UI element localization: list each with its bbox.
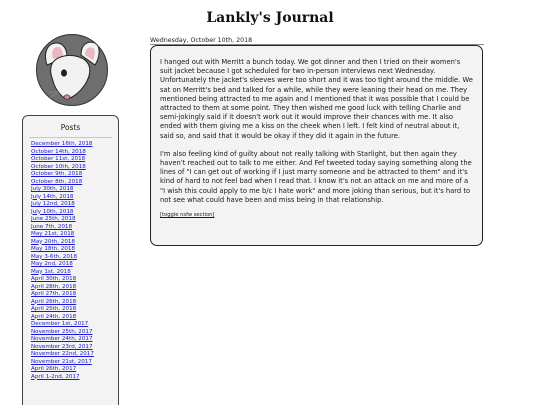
post-link[interactable]: October 9th, 2018 bbox=[31, 171, 83, 177]
site-title: Lankly's Journal bbox=[206, 10, 334, 26]
post-link[interactable]: July 12nd, 2018 bbox=[31, 201, 75, 207]
list-item bbox=[31, 261, 118, 269]
post-link[interactable]: July 14th, 2018 bbox=[31, 193, 74, 200]
post-link[interactable]: November 24th, 2017 bbox=[31, 336, 93, 342]
list-item bbox=[31, 299, 118, 307]
post-link[interactable]: October 10th, 2018 bbox=[31, 163, 86, 170]
list-item bbox=[31, 209, 118, 217]
toggle-nsfw-link[interactable]: [toggle nsfw section] bbox=[160, 212, 215, 219]
list-item bbox=[31, 239, 118, 247]
post-link[interactable]: May 20th, 2018 bbox=[31, 238, 75, 245]
list-item bbox=[31, 306, 118, 314]
post-link[interactable]: April 26th, 2018 bbox=[31, 298, 77, 305]
list-item bbox=[31, 201, 118, 209]
list-item bbox=[31, 269, 118, 277]
list-item bbox=[31, 314, 118, 322]
post-link[interactable]: November 25th, 2017 bbox=[31, 328, 93, 335]
post-link[interactable]: November 21st, 2017 bbox=[31, 358, 92, 365]
post-link[interactable]: October 14th, 2018 bbox=[31, 148, 86, 155]
list-item bbox=[31, 156, 118, 164]
list-item bbox=[31, 374, 118, 382]
list-item bbox=[31, 246, 118, 254]
posts-divider bbox=[29, 137, 112, 138]
list-item bbox=[31, 224, 118, 232]
post-link[interactable]: April 25th, 2018 bbox=[31, 306, 77, 312]
list-item bbox=[31, 321, 118, 329]
list-item bbox=[31, 359, 118, 367]
post-link[interactable]: October 8th, 2018 bbox=[31, 178, 83, 185]
post-link[interactable]: November 22nd, 2017 bbox=[31, 351, 94, 357]
post-link[interactable]: April 26th, 2017 bbox=[31, 366, 77, 372]
post-link[interactable]: April 30th, 2018 bbox=[31, 276, 77, 282]
post-link[interactable]: July 30th, 2018 bbox=[31, 186, 74, 192]
list-item bbox=[31, 179, 118, 187]
post-link[interactable]: October 11st, 2018 bbox=[31, 156, 86, 162]
post-link[interactable]: April 1-2nd, 2017 bbox=[31, 373, 80, 380]
list-item bbox=[31, 141, 118, 149]
list-item bbox=[31, 284, 118, 292]
list-item bbox=[31, 276, 118, 284]
list-item bbox=[31, 171, 118, 179]
post-link[interactable]: May 21st, 2018 bbox=[31, 231, 75, 237]
post-link[interactable]: December 16th, 2018 bbox=[31, 141, 93, 147]
list-item bbox=[31, 366, 118, 374]
post-link[interactable]: June 7th, 2018 bbox=[31, 223, 73, 230]
list-item bbox=[31, 216, 118, 224]
post-date: Wednesday, October 10th, 2018 bbox=[150, 37, 253, 44]
post-link[interactable]: April 27th, 2018 bbox=[31, 291, 77, 297]
post-link[interactable]: May 3-6th, 2018 bbox=[31, 253, 78, 260]
list-item bbox=[31, 351, 118, 359]
post-link[interactable]: November 23rd, 2017 bbox=[31, 343, 93, 350]
post-link[interactable]: May 18th, 2018 bbox=[31, 246, 75, 252]
post-link[interactable]: December 1st, 2017 bbox=[31, 321, 89, 327]
posts-sidebar bbox=[22, 115, 119, 405]
post-link[interactable]: May 2nd, 2018 bbox=[31, 261, 73, 267]
post-link[interactable]: May 1st, 2018 bbox=[31, 268, 71, 275]
journal-entry bbox=[150, 45, 483, 246]
post-link[interactable]: April 28th, 2018 bbox=[31, 283, 77, 290]
post-link[interactable]: July 10th, 2018 bbox=[31, 208, 74, 215]
entry-paragraph: I hanged out with Merritt a bunch today. We got dinner and then I tried on their women's suit jacket because I got scheduled for two in-person interviews next Wednesday. Unfortunately the jacket's sleeves were too short and it was too tight around the middle. We sat on Merritt's bed and talked for a while, while they were leaning their head on me. They mentioned being attracted to me again and I mentioned that it was possible that I could be attracted to them at some point. They then wished me good luck with telling Charlie and semi-jokingly said if it doesn't work out it would improve their chances with me. It also ended with them giving me a kiss on the cheek when I left. I felt kind of neutral about it, said so, and said that it would be okay if they did it again in the future. bbox=[160, 58, 473, 140]
list-item bbox=[31, 231, 118, 239]
list-item bbox=[31, 194, 118, 202]
posts-list bbox=[23, 141, 118, 381]
list-item bbox=[31, 329, 118, 337]
list-item bbox=[31, 254, 118, 262]
post-link[interactable]: April 24th, 2018 bbox=[31, 313, 77, 320]
list-item bbox=[31, 149, 118, 157]
list-item bbox=[31, 344, 118, 352]
avatar bbox=[36, 34, 108, 106]
post-link[interactable]: June 25th, 2018 bbox=[31, 216, 76, 222]
posts-heading: Posts bbox=[60, 123, 81, 132]
list-item bbox=[31, 291, 118, 299]
list-item bbox=[31, 186, 118, 194]
list-item bbox=[31, 336, 118, 344]
list-item bbox=[31, 164, 118, 172]
rat-avatar-icon bbox=[37, 35, 107, 105]
entry-paragraph: I'm also feeling kind of guilty about not really talking with Starlight, but then again they haven't reached out to talk to me either. And Fef tweeted today saying something along the lines of "I can get out of working if I just marry someone and be attracted to them" and it's kind of hard to not feel bad when I read that. I know it's not an attack on me and more of a "I wish this could apply to me b/c I hate work" and more joking than serious, but it's hard to not see what could have been and miss being in that relationship. bbox=[160, 149, 472, 204]
